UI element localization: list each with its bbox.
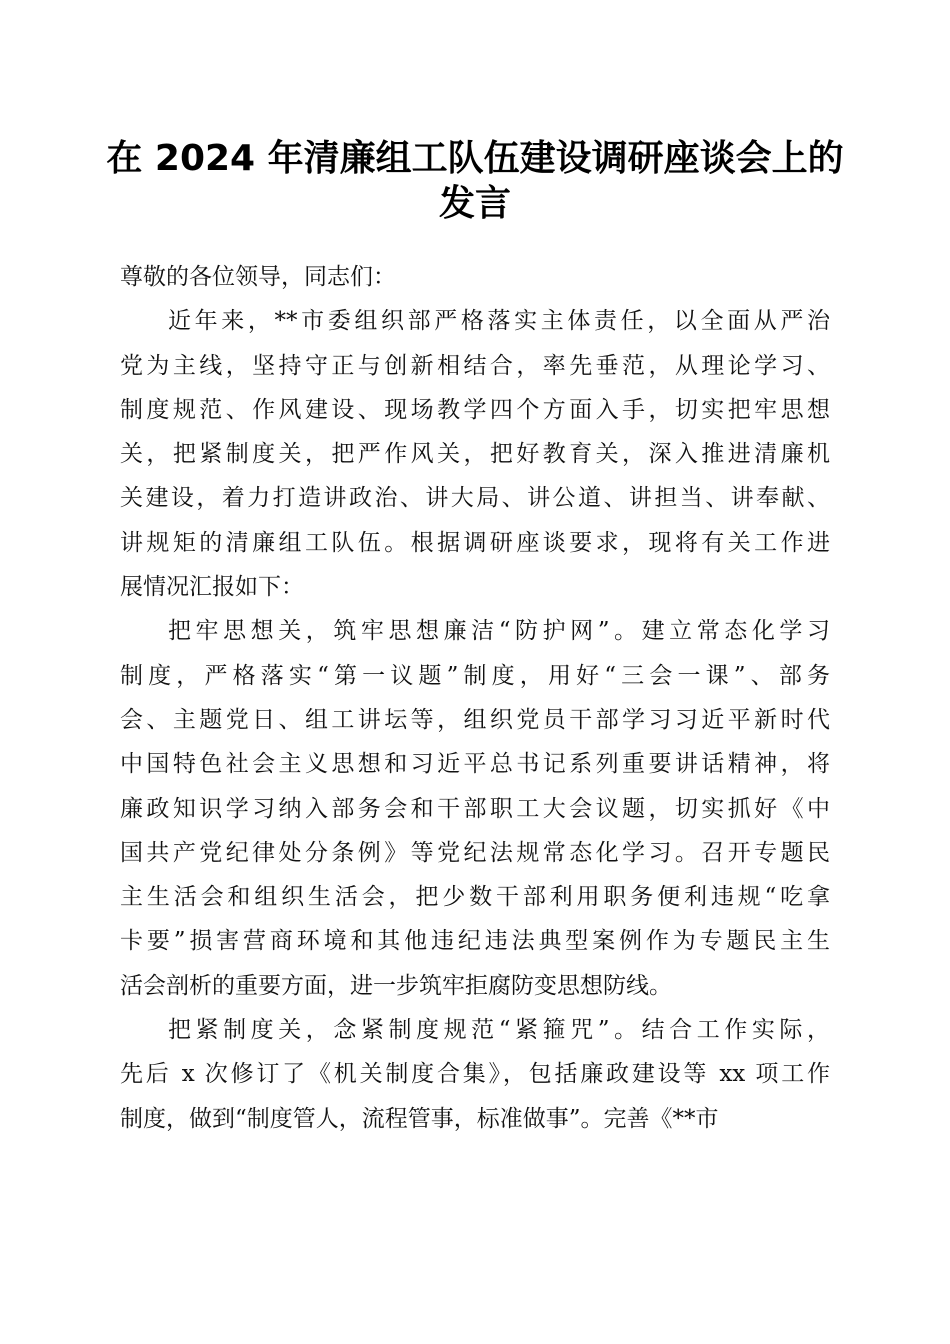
text-line: 廉政知识学习纳入部务会和干部职工大会议题，切实抓好《中: [120, 795, 830, 822]
paragraph: [120, 1008, 830, 1141]
text-line: 会、主题党日、组工讲坛等，组织党员干部学习习近平新时代: [120, 706, 830, 733]
document-body: [120, 255, 830, 1141]
text-line: 关建设，着力打造讲政治、讲大局、讲公道、讲担当、讲奉献、: [120, 485, 830, 512]
text-line: 主生活会和组织生活会，把少数干部利用职务便利违规“吃拿: [120, 884, 830, 911]
text-line: 制度，做到“制度管人，流程管事，标准做事”。完善《**市: [120, 1105, 719, 1132]
paragraph: [120, 609, 830, 1008]
text-line: 先后 x 次修订了《机关制度合集》，包括廉政建设等 xx 项工作: [120, 1061, 830, 1088]
title-line-1: 在 2024 年清廉组工队伍建设调研座谈会上的: [106, 138, 844, 179]
text-line: 展情况汇报如下：: [120, 574, 304, 601]
paragraph: [120, 255, 830, 299]
text-line: 中国特色社会主义思想和习近平总书记系列重要讲话精神，将: [120, 751, 830, 778]
title-line-2: 发言: [438, 183, 511, 224]
text-line: 活会剖析的重要方面，进一步筑牢拒腐防变思想防线。: [120, 972, 672, 999]
text-line: 近年来，**市委组织部严格落实主体责任，以全面从严治: [168, 308, 830, 335]
text-line: 把牢思想关，筑牢思想廉洁“防护网”。建立常态化学习: [168, 618, 830, 645]
paragraph: [120, 299, 830, 609]
text-line: 党为主线，坚持守正与创新相结合，率先垂范，从理论学习、: [120, 352, 830, 379]
text-line: 讲规矩的清廉组工队伍。根据调研座谈要求，现将有关工作进: [120, 529, 830, 556]
text-line: 制度规范、作风建设、现场教学四个方面入手，切实把牢思想: [120, 396, 830, 423]
text-line: 国共产党纪律处分条例》等党纪法规常态化学习。召开专题民: [120, 839, 830, 866]
text-line: 把紧制度关，念紧制度规范“紧箍咒”。结合工作实际，: [168, 1017, 830, 1044]
text-line: 关，把紧制度关，把严作风关，把好教育关，深入推进清廉机: [120, 441, 830, 468]
text-line: 卡要”损害营商环境和其他违纪违法典型案例作为专题民主生: [120, 928, 830, 955]
document-title: [100, 136, 850, 226]
text-line: 尊敬的各位领导，同志们：: [120, 264, 396, 290]
text-line: 制度，严格落实“第一议题”制度，用好“三会一课”、部务: [120, 662, 830, 689]
